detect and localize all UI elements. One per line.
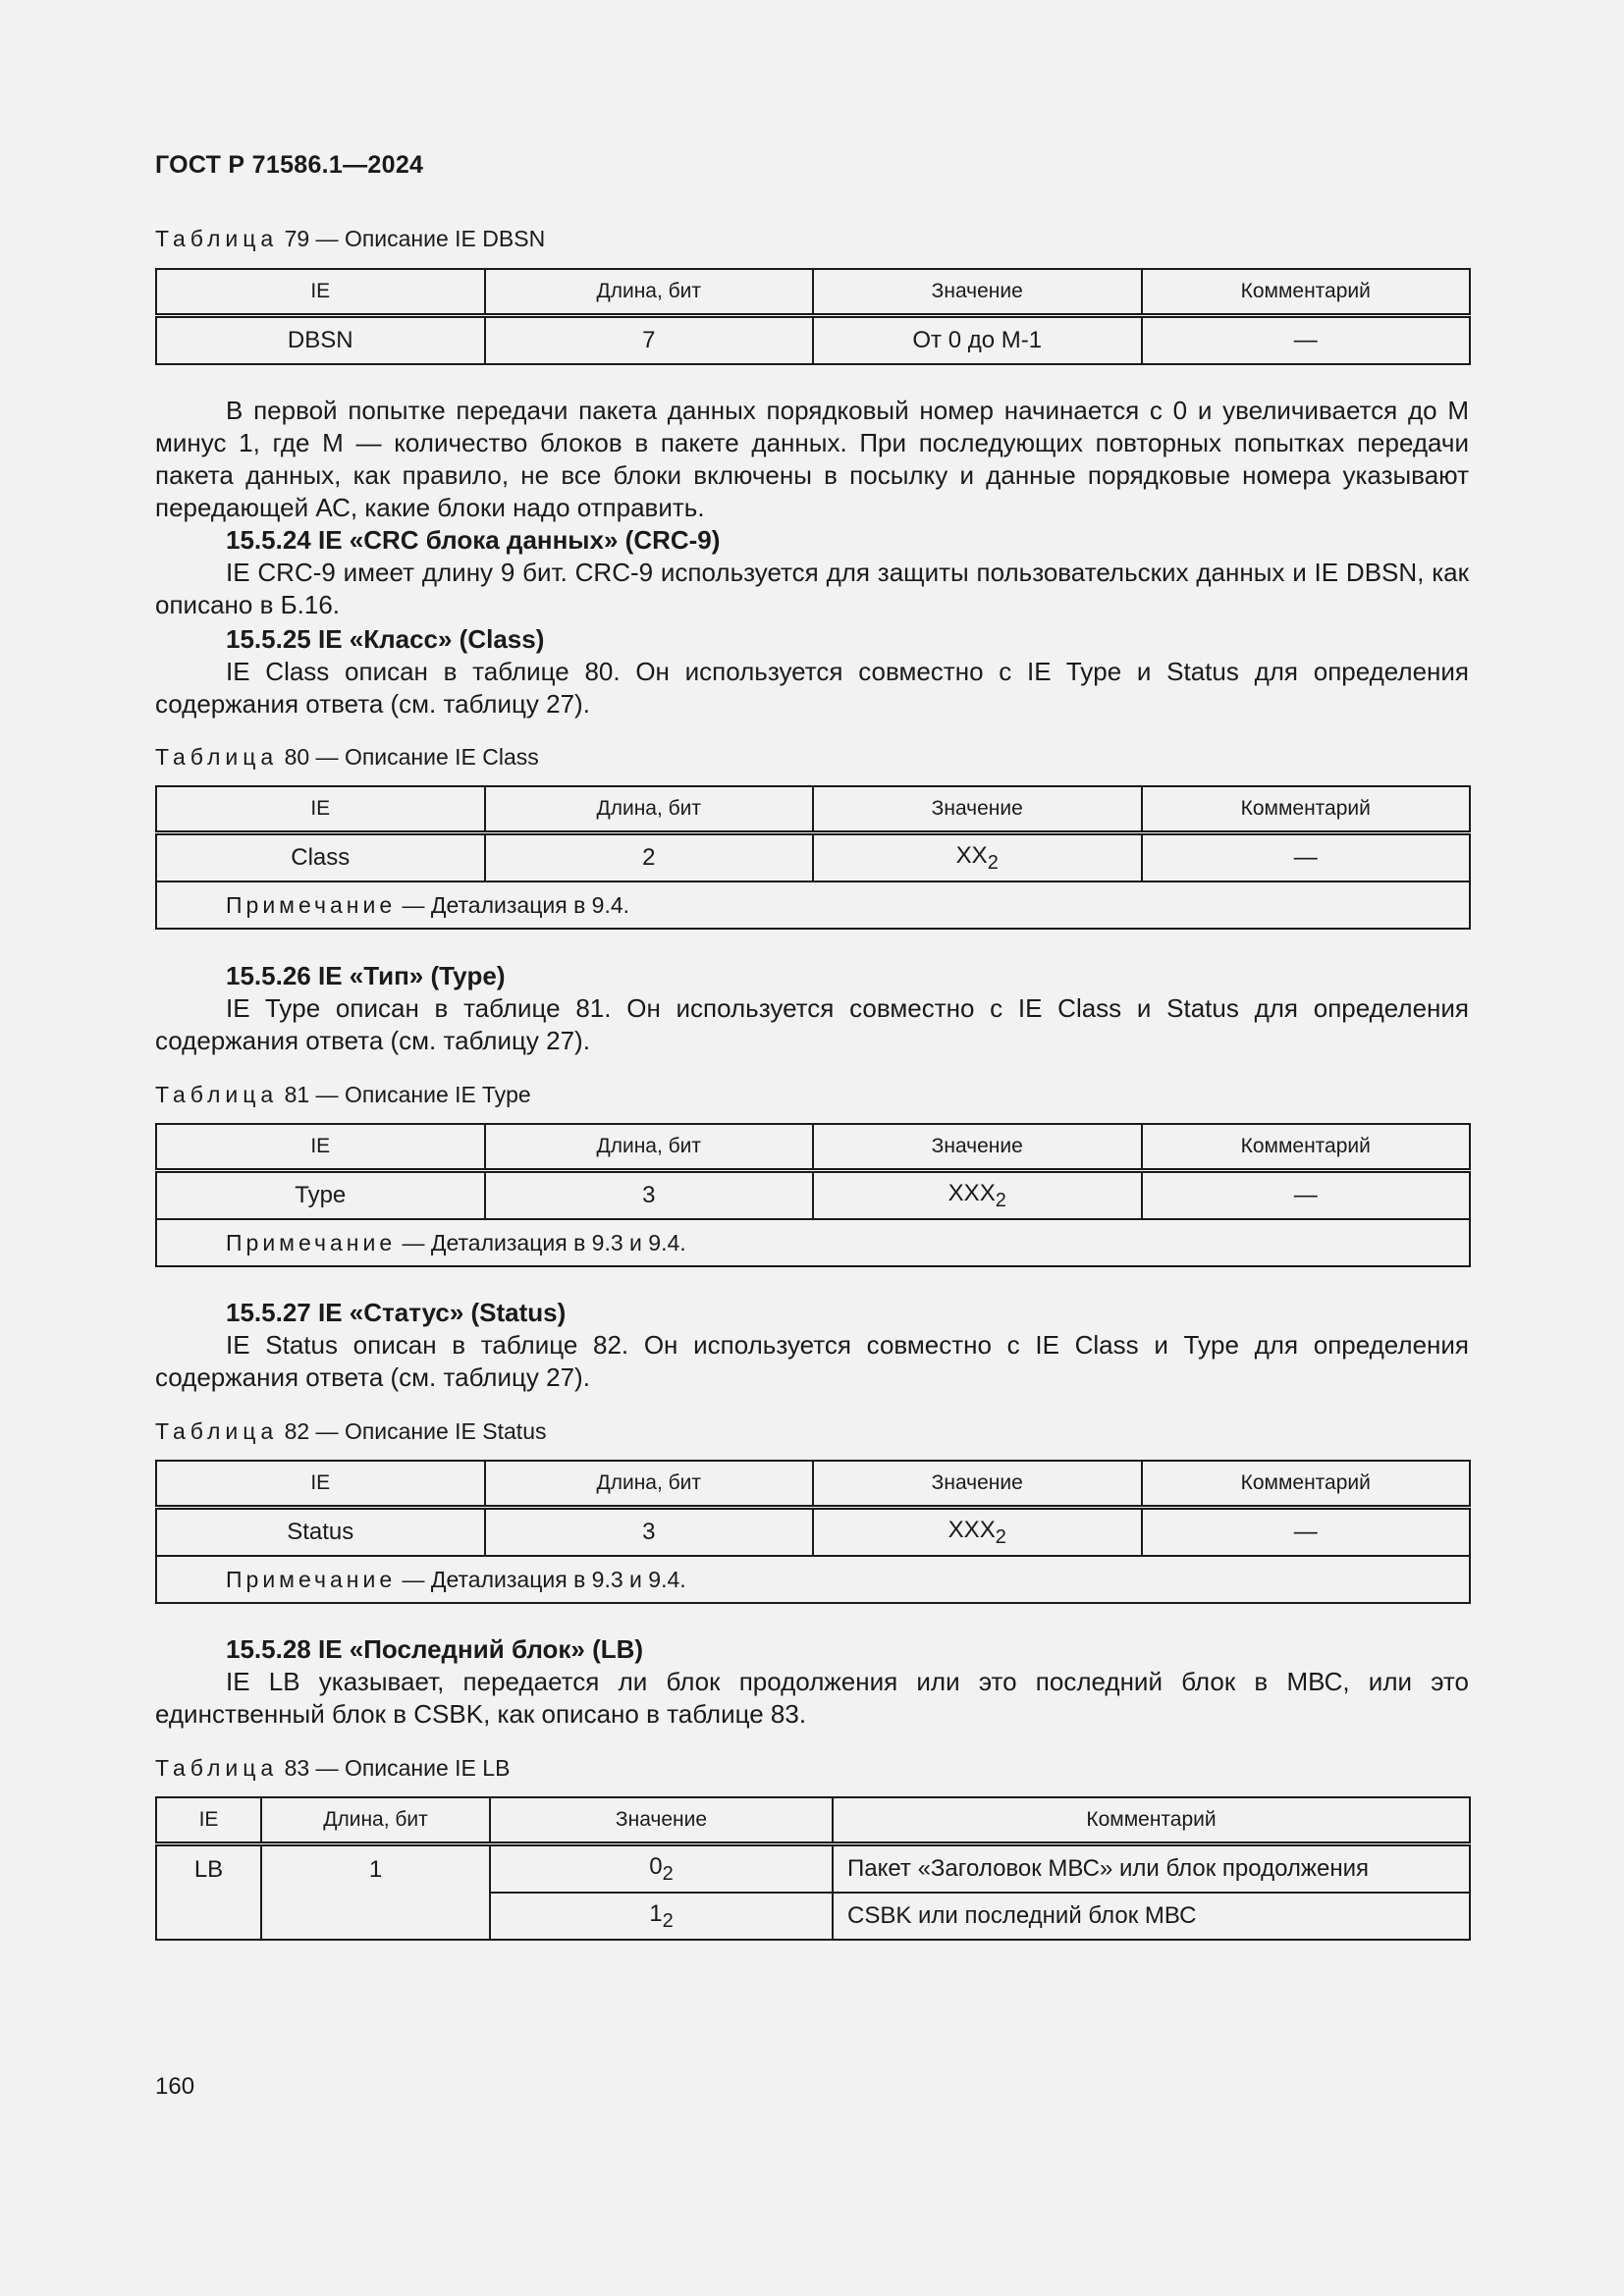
header-ie: IE [156, 786, 485, 833]
value-subscript: 2 [987, 851, 999, 874]
value-subscript: 2 [995, 1525, 1006, 1548]
cell-value [813, 833, 1142, 882]
cell-value: От 0 до М-1 [813, 316, 1142, 365]
note-text: — Детализация в 9.3 и 9.4. [396, 1229, 686, 1255]
table-note [156, 1556, 1470, 1603]
table-note [156, 1219, 1470, 1266]
caption-text: 81 — Описание IE Type [284, 1082, 531, 1107]
header-ie: IE [156, 269, 485, 316]
header-comment: Комментарий [1142, 786, 1471, 833]
header-length: Длина, бит [261, 1797, 490, 1844]
table-82 [155, 1460, 1471, 1604]
value-text: XXX [947, 1516, 996, 1543]
header-ie: IE [156, 1461, 485, 1508]
header-value: Значение [813, 1124, 1142, 1171]
cell-length: 7 [485, 316, 814, 365]
table-83 [155, 1796, 1471, 1941]
header-comment: Комментарий [1142, 269, 1471, 316]
value-subscript: 2 [662, 1862, 674, 1885]
cell-comment: Пакет «Заголовок МВС» или блок продолжения [833, 1844, 1470, 1894]
header-length: Длина, бит [485, 1461, 814, 1508]
header-value: Значение [813, 1461, 1142, 1508]
header-comment: Комментарий [1142, 1124, 1471, 1171]
section-15-5-25-text: IE Class описан в таблице 80. Он используется совместно с IE Type и Status для определения содержания ответа (см. таблицу 27). [155, 657, 1469, 719]
cell-value [813, 1171, 1142, 1220]
section-15-5-26-heading: 15.5.26 IE «Тип» (Type) [226, 961, 506, 990]
note-label: Примечание [226, 891, 397, 918]
caption-prefix: Таблица [155, 1418, 279, 1444]
page-number: 160 [155, 2073, 195, 2100]
header-value: Значение [490, 1797, 833, 1844]
value-text: XX [955, 841, 988, 869]
header-length: Длина, бит [485, 269, 814, 316]
section-15-5-24-text: IE CRC-9 имеет длину 9 бит. CRC-9 используется для защиты пользовательских данных и IE DBSN, как описано в Б.16. [155, 558, 1469, 619]
caption-prefix: Таблица [155, 226, 279, 251]
section-15-5-25-heading: 15.5.25 IE «Класс» (Class) [226, 624, 545, 654]
table-83-caption [155, 1755, 510, 1782]
value-subscript: 2 [995, 1189, 1006, 1211]
cell-length: 3 [485, 1171, 814, 1220]
caption-text: 83 — Описание IE LB [284, 1755, 511, 1781]
caption-text: 80 — Описание IE Class [284, 744, 539, 770]
cell-ie: Class [156, 833, 485, 882]
header-length: Длина, бит [485, 1124, 814, 1171]
caption-prefix: Таблица [155, 1082, 279, 1107]
table-81 [155, 1123, 1471, 1267]
table-79-caption [155, 226, 545, 252]
cell-value [813, 1508, 1142, 1557]
caption-prefix: Таблица [155, 1755, 279, 1781]
cell-comment: — [1142, 316, 1471, 365]
header-comment: Комментарий [1142, 1461, 1471, 1508]
section-15-5-28-heading: 15.5.28 IE «Последний блок» (LB) [226, 1634, 644, 1664]
paragraph-dbsn: В первой попытке передачи пакета данных порядковый номер начинается с 0 и увеличивается до М минус 1, где М — количество блоков в пакете данных. При последующих повторных попытках передачи пакета данных, как правило, не все блоки включены в посылку и данные порядковые номера указывают передающей АС, какие блоки надо отправить. [155, 396, 1469, 522]
table-81-caption [155, 1082, 531, 1108]
table-note [156, 881, 1470, 929]
note-text: — Детализация в 9.3 и 9.4. [396, 1566, 686, 1592]
section-15-5-27-text: IE Status описан в таблице 82. Он используется совместно с IE Class и Type для определения содержания ответа (см. таблицу 27). [155, 1330, 1469, 1392]
caption-text: 82 — Описание IE Status [284, 1418, 547, 1444]
cell-ie: Status [156, 1508, 485, 1557]
table-79 [155, 268, 1471, 365]
section-15-5-26-text: IE Type описан в таблице 81. Он используется совместно с IE Class и Status для определения содержания ответа (см. таблицу 27). [155, 993, 1469, 1055]
table-82-caption [155, 1418, 546, 1445]
cell-value [490, 1844, 833, 1894]
cell-ie: Type [156, 1171, 485, 1220]
cell-length: 1 [261, 1844, 490, 1941]
cell-ie: DBSN [156, 316, 485, 365]
note-label: Примечание [226, 1566, 397, 1592]
section-15-5-28-text: IE LB указывает, передается ли блок продолжения или это последний блок в МВС, или это единственный блок в CSBK, как описано в таблице 83. [155, 1667, 1469, 1729]
caption-prefix: Таблица [155, 744, 279, 770]
header-ie: IE [156, 1797, 261, 1844]
caption-text: 79 — Описание IE DBSN [284, 226, 546, 251]
cell-ie: LB [156, 1844, 261, 1941]
cell-value [490, 1893, 833, 1940]
section-15-5-27-heading: 15.5.27 IE «Статус» (Status) [226, 1298, 567, 1327]
note-label: Примечание [226, 1229, 397, 1255]
header-comment: Комментарий [833, 1797, 1470, 1844]
header-ie: IE [156, 1124, 485, 1171]
cell-length: 3 [485, 1508, 814, 1557]
header-length: Длина, бит [485, 786, 814, 833]
header-value: Значение [813, 786, 1142, 833]
table-80-caption [155, 744, 539, 771]
section-15-5-24-heading: 15.5.24 IE «CRC блока данных» (CRC-9) [226, 525, 721, 555]
cell-comment: — [1142, 833, 1471, 882]
document-id: ГОСТ Р 71586.1—2024 [155, 151, 424, 179]
cell-length: 2 [485, 833, 814, 882]
cell-comment: — [1142, 1171, 1471, 1220]
value-subscript: 2 [662, 1909, 674, 1932]
header-value: Значение [813, 269, 1142, 316]
cell-comment: — [1142, 1508, 1471, 1557]
table-80 [155, 785, 1471, 930]
value-text: 0 [649, 1852, 663, 1880]
value-text: 1 [649, 1899, 663, 1927]
note-text: — Детализация в 9.4. [396, 891, 630, 918]
cell-comment: CSBK или последний блок МВС [833, 1893, 1470, 1940]
value-text: XXX [947, 1179, 996, 1206]
